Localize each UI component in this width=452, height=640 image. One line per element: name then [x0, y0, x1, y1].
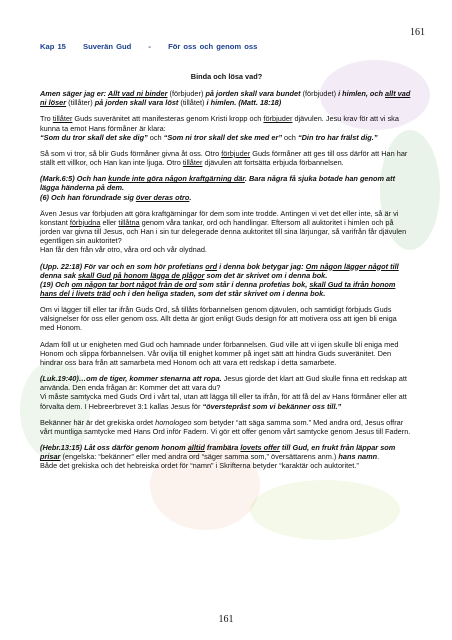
text: prisar [40, 452, 61, 462]
text: och [147, 132, 164, 142]
chapter-number: Kap 15 [40, 42, 66, 51]
text: förbjuder [263, 114, 293, 124]
paragraph-1 [40, 89, 413, 107]
text: Guds förmåner att ges till oss därför att Han har ställt ett villkor, och Han kan inte ljuga. Otro [40, 148, 408, 168]
text: Allt vad ni binder [107, 89, 168, 99]
text: Om vi lägger till eller tar ifrån Guds Ord, så tillåts förbannelsen genom djävulen, och samtidigt förbjuds Guds välsignelser för oss eller genom oss. Allt detta är gjort enligt Guds design för att motivera oss att igen bli eniga med Honom. [40, 305, 397, 333]
text: “Som du tror skall det ske dig” [40, 132, 148, 142]
text: Jesus gjorde det klart att Gud skulle finna ett redskap att använda. Den enda frågan är: Kommer det att vara du? [40, 374, 407, 393]
text: Så som vi tror, så blir Guds förmåner givna åt oss. Otro [40, 148, 222, 158]
text: kunde inte göra någon kraftgärning där [108, 174, 245, 184]
text: som står i denna profetias bok, [196, 279, 310, 289]
text: homologeo [155, 417, 192, 427]
paragraph-9 [40, 374, 413, 411]
text: genom våra tankar, ord och handlingar. Eftersom all auktoritet i himlen och på jorden var givna till Jesus, och Han i sin tur delegerade denna auktoritet till sina lärjungar, så varifrån får djävulen egentligen sin auktoritet? [40, 217, 407, 246]
text: ord [205, 261, 218, 271]
text: om någon tar bort något från de ord [71, 279, 197, 289]
text: och [282, 132, 298, 142]
text: Han får den från vår otro, våra ord och vår olydnad. [40, 245, 207, 255]
text: skall Gud ta ifrån honom hans del i livets träd [40, 279, 396, 298]
watermark-decoration [250, 480, 400, 540]
text: lovets offer [240, 443, 280, 452]
text: . [377, 452, 380, 462]
paragraph-6 [40, 262, 413, 299]
text: . Bara några få sjuka botade han genom att lägga händerna på dem. [40, 174, 396, 193]
text: “Din tro har frälst dig.” [297, 132, 378, 142]
document-body [40, 72, 413, 477]
text: . [189, 192, 192, 202]
chapter-header [40, 42, 271, 51]
text: Även Jesus var förbjuden att göra kraftgärningar för dem som inte trodde. Antingen vi vet det eller inte, så är vi konstant [40, 208, 399, 227]
text: “översteprâst som vi bekänner oss till.” [202, 401, 342, 411]
text: denna sak [40, 270, 78, 280]
text: (Luk.19:40)…om de tiger, kommer stenarna att ropa. [40, 374, 222, 384]
header-dash: - [148, 42, 151, 51]
paragraph-3 [40, 149, 413, 167]
paragraph-2 [40, 114, 413, 141]
text: (engelska: “bekänner” eller med andra ord “säger samma som,” översättarens anm.) [60, 452, 339, 462]
text: Bekänner här är det grekiska ordet [40, 417, 156, 427]
text: djävulen att fortsätta erbjuda förbannelsen. [202, 158, 344, 168]
text: skall Gud på honom lägga de plågor [77, 270, 205, 280]
text: (6) Och han förundrade sig [40, 192, 136, 202]
text: (förbjudet) [300, 89, 339, 99]
text: (förbjuder) [167, 89, 206, 99]
text: i himlen, och [338, 89, 386, 99]
text: frambära [204, 443, 241, 452]
text: djävulen. Jesu krav för att vi ska kunna ta emot Hans förmåner är klara: [40, 114, 399, 133]
text: tillåtna [118, 217, 140, 227]
text: allt vad ni löser [40, 89, 411, 108]
text: som det är skrivet om i denna bok. [204, 270, 328, 280]
paragraph-8 [40, 340, 413, 367]
text: över deras otro [135, 192, 190, 202]
text: (19) Och [40, 279, 72, 289]
text: Tro [40, 114, 53, 124]
text: Vi måste samtycka med Guds Ord i vårt tal, utan att lägga till eller ta ifrån, för att få del av Hans förmåner eller att förvalta dem. I Hebreerbrevet 3:1 kallas Jesus för [40, 392, 407, 411]
paragraph-10 [40, 418, 413, 436]
text: (Upp. 22:18) För var och en som hör profetians [40, 261, 206, 271]
paragraph-4 [40, 174, 413, 201]
paragraph-5 [40, 209, 413, 255]
text: förbjudna [69, 217, 101, 227]
text: (Mark.6:5) Och han [40, 174, 109, 184]
text: i himlen. (Matt. 18:18) [206, 98, 282, 108]
text: tillåter [52, 114, 73, 124]
text: till Gud, en frukt från läppar som [279, 443, 396, 452]
text: hans namn [338, 452, 378, 462]
page-number-top: 161 [410, 27, 425, 38]
text: som betyder “att säga samma som.” Med andra ord, Jesus offrar vårt muntliga samtycke med Hans Ord inför Fadern. Vi gör ett offer genom vårt samtycke genom Jesus till Fadern. [40, 417, 411, 436]
text: Både det grekiska och det hebreiska ordet för “namn” i Skrifterna betyder “karaktär och auktoritet.” [40, 461, 359, 471]
text: Om någon lägger något till [305, 261, 399, 271]
paragraph-7 [40, 305, 413, 332]
text: förbjuder [221, 148, 251, 158]
text: Adam föll ut ur enigheten med Gud och hamnade under förbannelsen. Gud ville att vi igen skulle bli eniga med Honom och slippa förbannelsen. Vår ovilja till enighet kommer på inget sätt att hindra Guds suveränitet. Den hindrar oss bara från att samarbeta med Honom och att vara ett redskap i detta samarbete. [40, 339, 399, 367]
text: (tillåter) [66, 98, 95, 108]
text: “Som ni tror skall det ske med er” [163, 132, 283, 142]
text: Guds suveränitet att manifesteras genom Kristi kropp och [72, 114, 264, 124]
page-number-bottom: 161 [218, 614, 234, 625]
text: (Hebr.13:15) Låt oss därför genom honom [40, 443, 188, 452]
text: Amen säger jag er: [40, 89, 108, 99]
text: på jorden skall vara bundet [205, 89, 301, 99]
section-title: Binda och lösa vad? [190, 72, 263, 81]
text: eller [100, 217, 119, 227]
text: alltid [187, 443, 205, 452]
text: på jorden skall vara löst [94, 98, 179, 108]
chapter-title: Suverän Gud [83, 42, 132, 51]
text: tillåter [182, 158, 203, 168]
chapter-subtitle: För oss och genom oss [168, 42, 258, 51]
text: (tillåtet) [178, 98, 207, 108]
text: i denna bok betygar jag: [217, 261, 306, 271]
text: och i den heliga staden, som det står skrivet om i denna bok. [110, 288, 326, 298]
paragraph-11 [40, 443, 413, 470]
